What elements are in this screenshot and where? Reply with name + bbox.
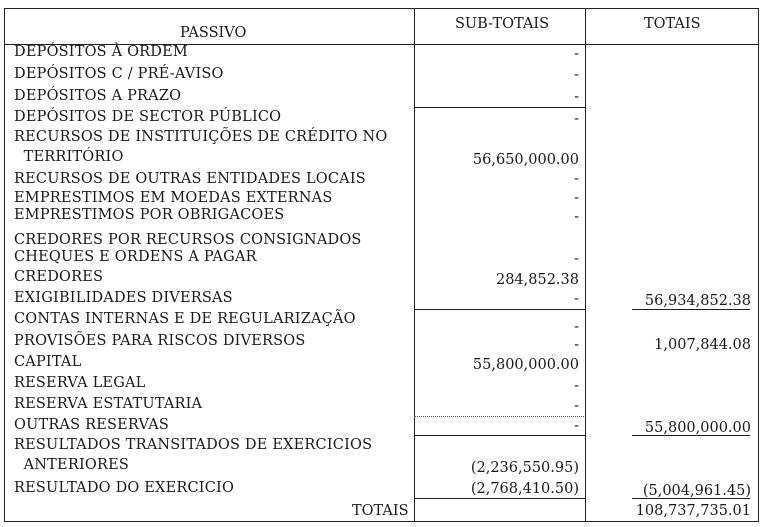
row-label: CREDORES — [14, 269, 104, 285]
row-label: RECURSOS DE INSTITUIÇÕES DE CRÉDITO NO — [14, 129, 388, 145]
row-subtotal: - — [574, 190, 579, 206]
row-subtotal: - — [574, 46, 579, 62]
sub-separator — [414, 435, 586, 436]
row-label: EXIGIBILIDADES DIVERSAS — [14, 290, 233, 306]
row-label: CONTAS INTERNAS E DE REGULARIZAÇÃO — [14, 311, 356, 327]
row-label: RESERVA ESTATUTARIA — [14, 396, 203, 412]
row-label: DEPÓSITOS A PRAZO — [14, 88, 182, 104]
row-label: DEPÓSITOS DE SECTOR PÚBLICO — [14, 109, 282, 125]
row-subtotal: (2,236,550.95) — [470, 460, 579, 476]
row-subtotal: - — [574, 89, 579, 105]
right-border — [758, 8, 759, 522]
row-label: OUTRAS RESERVAS — [14, 417, 170, 433]
row-label: EMPRESTIMOS EM MOEDAS EXTERNAS — [14, 190, 333, 206]
row-subtotal: - — [574, 251, 579, 267]
footer-totais-label: TOTAIS — [352, 503, 409, 519]
row-subtotal: - — [574, 291, 579, 307]
col-divider-1 — [414, 8, 415, 522]
row-label: RESULTADO DO EXERCICIO — [14, 480, 235, 496]
row-label: CHEQUES E ORDENS A PAGAR — [14, 249, 257, 265]
row-label: DEPÓSITOS C / PRÉ-AVISO — [14, 66, 224, 82]
header-passivo: PASSIVO — [180, 25, 247, 41]
table-top-border — [4, 8, 759, 9]
row-subtotal: - — [574, 67, 579, 83]
row-label: ANTERIORES — [14, 457, 130, 473]
row-label: DEPÓSITOS À ORDEM — [14, 44, 188, 60]
row-label: RESERVA LEGAL — [14, 375, 146, 391]
row-label: RESULTADOS TRANSITADOS DE EXERCICIOS — [14, 437, 373, 453]
row-subtotal: - — [574, 418, 579, 434]
sub-separator-dotted — [414, 416, 586, 417]
row-subtotal: (2,768,410.50) — [470, 481, 579, 497]
row-total: 55,800,000.00 — [644, 420, 751, 436]
left-border — [4, 8, 5, 522]
sub-separator — [414, 107, 586, 108]
header-totais: TOTAIS — [644, 16, 701, 32]
row-total: 1,007,844.08 — [654, 337, 751, 353]
row-subtotal: - — [574, 398, 579, 414]
row-label: PROVISÕES PARA RISCOS DIVERSOS — [14, 333, 306, 349]
row-label: CREDORES POR RECURSOS CONSIGNADOS — [14, 232, 362, 248]
row-subtotal: - — [574, 209, 579, 225]
row-total: (5,004,961.45) — [642, 483, 751, 499]
row-subtotal: 284,852.38 — [495, 272, 579, 288]
row-subtotal: - — [574, 378, 579, 394]
header-subtotais: SUB-TOTAIS — [455, 16, 550, 32]
row-total: 56,934,852.38 — [644, 293, 751, 309]
table-bottom-border — [4, 521, 759, 522]
row-label: CAPITAL — [14, 354, 82, 370]
row-subtotal: 56,650,000.00 — [472, 152, 579, 168]
sub-separator — [414, 498, 586, 499]
row-subtotal: - — [574, 337, 579, 353]
row-subtotal: - — [574, 319, 579, 335]
row-subtotal: - — [574, 111, 579, 127]
row-label: TERRITÓRIO — [14, 149, 124, 165]
row-label: RECURSOS DE OUTRAS ENTIDADES LOCAIS — [14, 171, 366, 187]
col-divider-2 — [585, 8, 586, 522]
sub-separator — [414, 309, 586, 310]
footer-grand-total: 108,737,735.01 — [635, 503, 751, 519]
row-label: EMPRESTIMOS POR OBRIGACOES — [14, 207, 285, 223]
row-subtotal: 55,800,000.00 — [472, 357, 579, 373]
row-subtotal: - — [574, 171, 579, 187]
